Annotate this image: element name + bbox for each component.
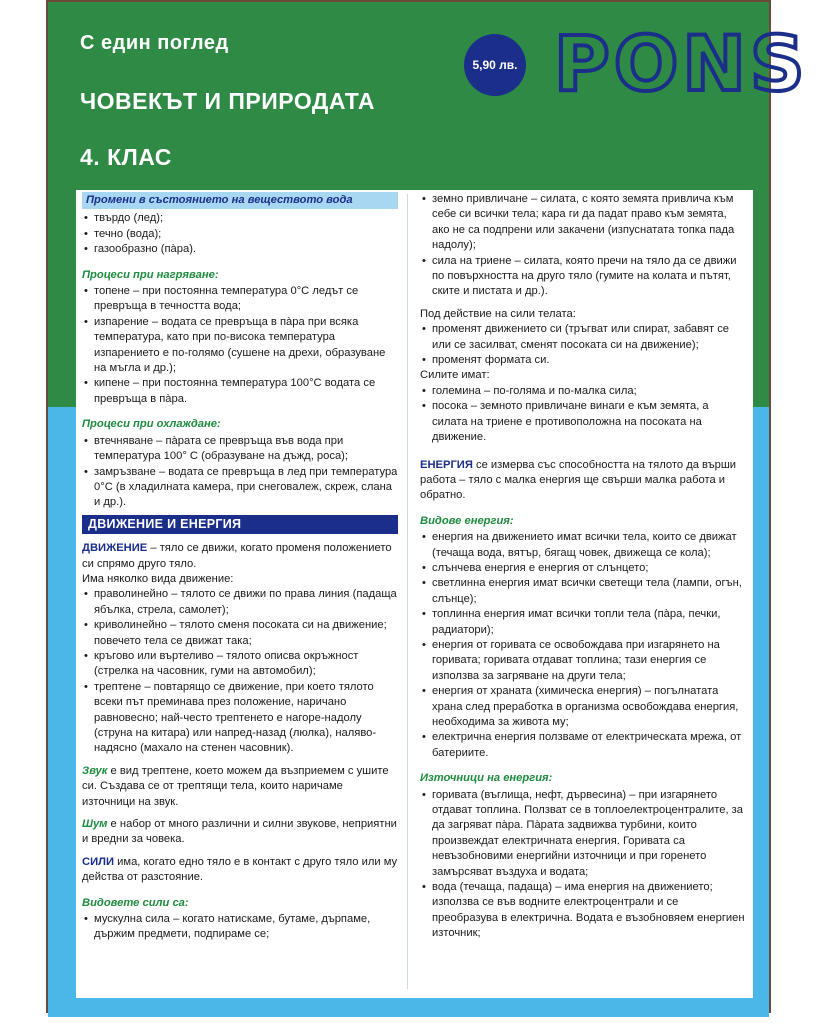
energy-term: ЕНЕРГИЯ xyxy=(420,458,473,471)
list-item: • замръзване – водата се превръща в лед при температура 0°С (в хладилната камера, при снеговалеж, скреж, слана и др.). xyxy=(82,465,398,511)
pons-logo: PONS xyxy=(554,19,809,108)
action-list xyxy=(420,322,746,368)
forces-definition xyxy=(82,855,398,886)
list-item: • сила на триене – силата, която пречи на тяло да се движи по повърхността на друго тяло (гумите на колата и пътят, ските и пистата и др.). xyxy=(420,254,746,300)
heating-list xyxy=(82,284,398,407)
energy-text: се измерва със способността на тялото да върши работа – тяло с малка енергия ще свърши малка работа и обратно. xyxy=(420,458,737,502)
header xyxy=(48,2,809,190)
sound-definition xyxy=(82,764,398,810)
list-item: • мускулна сила – когато натискаме, бутаме, дърпаме, държим предмети, подпираме се; xyxy=(82,912,398,943)
page-frame xyxy=(46,0,809,1013)
sound-term: Звук xyxy=(82,764,108,777)
list-item: • трептене – повтарящо се движение, при което тялото всеки път преминава през положение, наричано равновесно; най-често трептенето е нагоре-надолу (струна на китара) или напред-назад (люлка), наляво-надясно (махало на стенен часовник). xyxy=(82,680,398,757)
list-item: • топене – при постоянна температура 0°С ледът се превръща в течността вода; xyxy=(82,284,398,315)
forces-kinds-heading: Видовете сили са: xyxy=(82,896,189,909)
page-title: ЧОВЕКЪТ И ПРИРОДАТА xyxy=(80,88,375,114)
list-item: • кипене – при постоянна температура 100°С водата се превръща в пàра. xyxy=(82,376,398,407)
grade-label: 4. КЛАС xyxy=(80,144,172,170)
motion-kinds-list xyxy=(82,587,398,756)
list-item: • енергия на движението имат всички тела, които се движат (течаща вода, вятър, бягащ човек, движеща се кола); xyxy=(420,530,746,561)
force-properties-intro: Силите имат: xyxy=(420,369,490,382)
motion-definition xyxy=(82,541,398,572)
list-item: • енергия от храната (химическа енергия) – погълнатата храна след преработка в организма освобождава енергия, необходима за живота му; xyxy=(420,684,746,730)
list-item: • течно (вода); xyxy=(82,227,398,242)
cooling-heading: Процеси при охлаждане: xyxy=(82,418,221,431)
left-column xyxy=(82,192,398,943)
list-item: • газообразно (пàра). xyxy=(82,242,398,257)
action-intro: Под действие на сили телата: xyxy=(420,307,576,320)
motion-text: – тяло се движи, когато променя положението си спрямо друго тяло. xyxy=(82,542,392,570)
forces-text: има, когато едно тяло е в контакт с друго тяло или му действа от разстояние. xyxy=(82,855,398,884)
list-item: • енергия от горивата се освобождава при изгарянето на горивата; горивата отдават топлина; тази енергия се използва за загряване на други тела; xyxy=(420,638,746,684)
energy-kinds-heading: Видове енергия: xyxy=(420,514,514,527)
list-item: • праволинейно – тялото се движи по права линия (падаща ябълка, стрела, самолет); xyxy=(82,587,398,618)
motion-kinds-intro: Има няколко вида движение: xyxy=(82,572,234,585)
list-item: • посока – земното привличане винаги е към земята, а силата на триене е противоположна на посоката на движение. xyxy=(420,399,746,445)
list-item: • земно привличане – силата, с която земята привлича към себе си всички тела; кара ги да падат право към земята, ако не са подпрени или закачени (изпуснатата топка пада надолу); xyxy=(420,192,746,254)
heating-heading: Процеси при нагряване: xyxy=(82,268,219,281)
list-item: • втечняване – пàрата се превръща във вода при температура 100° С (образуване на дъжд, роса); xyxy=(82,434,398,465)
list-item: • топлинна енергия имат всички топли тела (пàра, печки, радиатори); xyxy=(420,607,746,638)
list-item: • криволинейно – тялото сменя посоката си на движение; повечето тела се движат така; xyxy=(82,618,398,649)
content-sheet xyxy=(76,190,753,998)
list-item: • променят движението си (тръгват или спират, забавят се или се засилват, сменят посоката си на движение); xyxy=(420,322,746,353)
list-item: • слънчева енергия е енергия от слънцето; xyxy=(420,561,746,576)
list-item: • променят формата си. xyxy=(420,353,746,368)
force-properties-list xyxy=(420,384,746,446)
forces-list-left xyxy=(82,912,398,943)
list-item: • светлинна енергия имат всички светещи тела (лампи, огън, слънце); xyxy=(420,576,746,607)
section-heading-water-states: Промени в състоянието на веществото вода xyxy=(82,192,398,209)
energy-kinds-list xyxy=(420,530,746,761)
energy-definition xyxy=(420,458,746,504)
list-item: • електрична енергия ползваме от електрическата мрежа, от батериите. xyxy=(420,730,746,761)
forces-term: СИЛИ xyxy=(82,855,115,868)
forces-list-right xyxy=(420,192,746,300)
section-band-motion-energy: ДВИЖЕНИЕ И ЕНЕРГИЯ xyxy=(82,515,398,534)
series-subtitle: С един поглед xyxy=(80,32,229,54)
motion-term: ДВИЖЕНИЕ xyxy=(82,542,148,555)
energy-sources-heading: Източници на енергия: xyxy=(420,772,553,785)
list-item: • вода (течаща, падаща) – има енергия на движението; използва се във водните електроцентрали и се преобразува в електрична. Водата е възобновяем енергиен източник; xyxy=(420,880,746,942)
noise-term: Шум xyxy=(82,818,108,831)
water-states-list xyxy=(82,211,398,257)
price-badge: 5,90 лв. xyxy=(464,34,526,96)
column-divider xyxy=(407,194,408,989)
list-item: • изпарение – водата се превръща в пàра при всяка температура, като при по-висока температура изпарението е по-голямо (сушене на дрехи, образуване на мъгла и др.); xyxy=(82,315,398,377)
energy-sources-list xyxy=(420,788,746,942)
list-item: • горивата (въглища, нефт, дървесина) – при изгарянето отдават топлина. Ползват се в топлоелектроцентралите, за да загряват пàра. Пàрата задвижва турбини, които произвеждат електричната енергия. Горивата са невъзобновими енергийни източници и при горенето замърсяват въздуха и водата; xyxy=(420,788,746,880)
noise-text: е набор от много различни и силни звукове, неприятни и вредни за човека. xyxy=(82,818,397,846)
noise-definition xyxy=(82,817,398,848)
list-item: • кръгово или въртеливо – тялото описва окръжност (стрелка на часовник, гуми на автомобил); xyxy=(82,649,398,680)
cooling-list xyxy=(82,434,398,511)
list-item: • твърдо (лед); xyxy=(82,211,398,226)
list-item: • големина – по-голяма и по-малка сила; xyxy=(420,384,746,399)
sound-text: е вид трептене, което можем да възприемем с ушите си. Създава се от трептящи тела, които наричаме източници на звук. xyxy=(82,764,389,808)
right-column xyxy=(420,192,746,942)
